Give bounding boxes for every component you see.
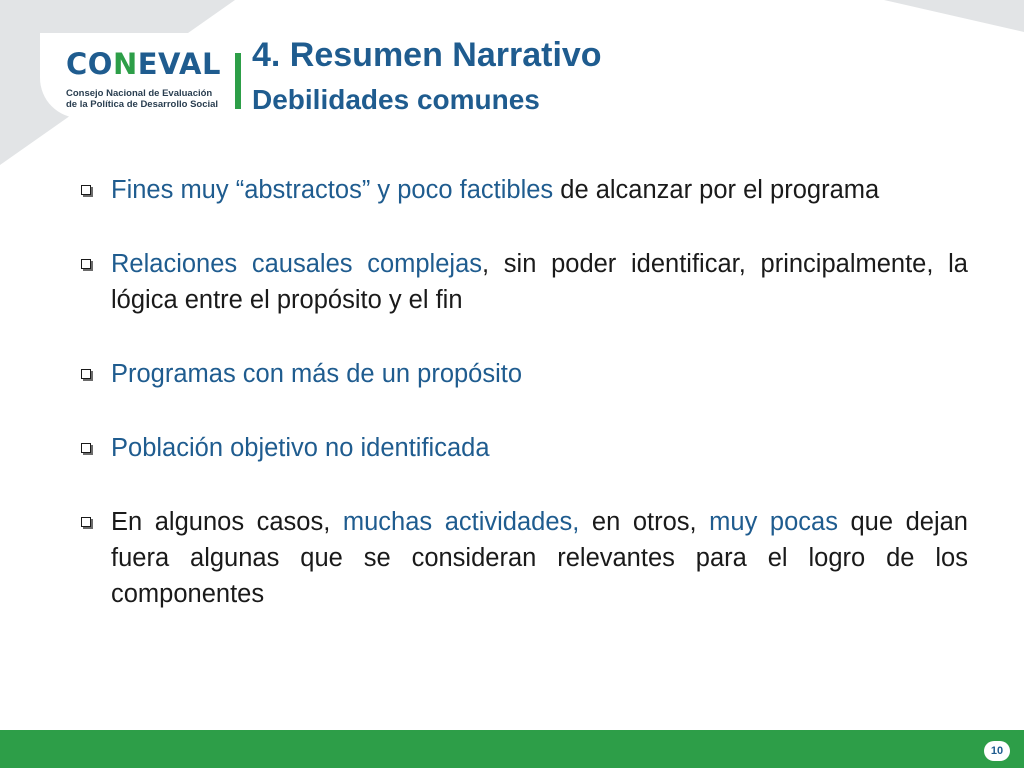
- bullet-highlight: Programas con más de un propósito: [111, 360, 523, 388]
- title-accent-bar: [235, 53, 241, 109]
- bullet-highlight: Relaciones causales complejas: [111, 250, 482, 278]
- bullet-text: que dejan fuera algunas que se consideran relevantes para el logro de los componentes: [111, 508, 968, 608]
- logo-subtitle-line1: Consejo Nacional de Evaluación: [66, 88, 213, 99]
- bullet-text: de alcanzar por el programa: [553, 176, 880, 204]
- bullet-item: [80, 504, 968, 612]
- bullet-item: [80, 356, 968, 392]
- page-number: 10: [984, 741, 1010, 761]
- bullet-item: [80, 430, 968, 466]
- logo-wordmark: [66, 47, 221, 81]
- checkbox-bullet-icon: [81, 517, 91, 527]
- bullet-highlight: Población objetivo no identificada: [111, 434, 490, 462]
- logo-wordmark-end: EVAL: [137, 47, 221, 81]
- coneval-logo: [40, 33, 230, 118]
- bullet-item: [80, 172, 968, 208]
- logo-subtitle-line2: de la Política de Desarrollo Social: [66, 99, 219, 110]
- bullet-highlight: muchas actividades,: [342, 508, 580, 536]
- bullet-list: [80, 172, 968, 650]
- checkbox-bullet-icon: [81, 369, 91, 379]
- logo-wordmark-highlight: N: [112, 47, 138, 81]
- decorative-corner-right: [884, 0, 1024, 32]
- footer-bar: [0, 730, 1024, 768]
- checkbox-bullet-icon: [81, 259, 91, 269]
- logo-subtitle: [66, 88, 218, 110]
- bullet-text: En algunos casos,: [111, 508, 343, 536]
- bullet-item: [80, 246, 968, 318]
- logo-wordmark-start: CO: [66, 47, 113, 81]
- slide-title: 4. Resumen Narrativo: [252, 36, 602, 74]
- slide-subtitle: Debilidades comunes: [252, 84, 540, 115]
- bullet-text: , sin poder identificar, principalmente, la lógica entre el propósito y el fin: [111, 250, 968, 314]
- bullet-highlight: Fines muy “abstractos” y poco factibles: [111, 176, 554, 204]
- checkbox-bullet-icon: [81, 185, 91, 195]
- checkbox-bullet-icon: [81, 443, 91, 453]
- bullet-text: en otros,: [579, 508, 710, 536]
- bullet-highlight: muy pocas: [709, 508, 838, 536]
